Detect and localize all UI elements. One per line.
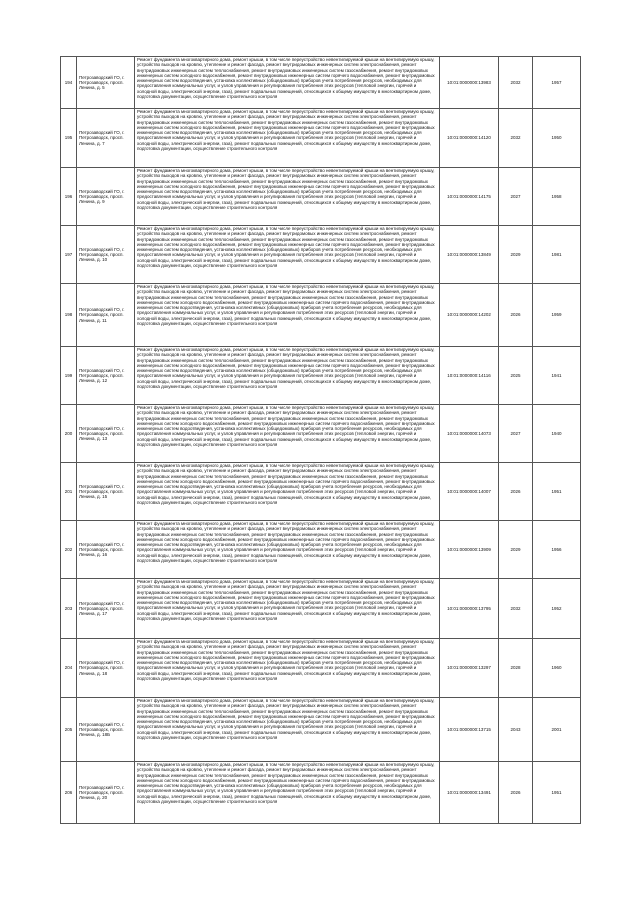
year-built-cell: 1951 [533,463,581,521]
planned-year-cell: 2043 [499,698,533,762]
cadastral-number-cell: 10:01:0000000:13715 [440,698,499,762]
row-number: 204 [61,639,77,698]
year-built-cell: 1958 [533,168,581,226]
table-row [61,109,581,168]
address-cell: Петрозаводский ГО, г. Петрозаводск, просп. Ленина, д. 10 [77,226,135,284]
table-row [61,521,581,579]
planned-year-cell: 2032 [499,579,533,639]
year-built-cell: 1951 [533,762,581,824]
year-built-cell: 1956 [533,521,581,579]
row-number: 205 [61,698,77,762]
year-built-cell: 1941 [533,347,581,405]
row-number: 206 [61,762,77,824]
year-built-cell: 1957 [533,57,581,109]
table-row [61,762,581,824]
planned-year-cell: 2029 [499,521,533,579]
cadastral-number-cell: 10:01:0000000:14116 [440,347,499,405]
address-cell: Петрозаводский ГО, г. Петрозаводск, просп. Ленина, д. 12 [77,347,135,405]
address-cell: Петрозаводский ГО, г. Петрозаводск, просп. Ленина, д. 20 [77,762,135,824]
address-cell: Петрозаводский ГО, г. Петрозаводск, просп. Ленина, д. 13 [77,405,135,463]
planned-year-cell: 2027 [499,405,533,463]
planned-year-cell: 2027 [499,168,533,226]
cadastral-number-cell: 10:01:0000000:13297 [440,639,499,698]
cadastral-number-cell: 10:01:0000000:14007 [440,463,499,521]
planned-year-cell: 2032 [499,109,533,168]
planned-year-cell: 2025 [499,347,533,405]
works-cell: Ремонт фундамента многоквартирного дома, ремонт крыши, в том числе переустройство невентилируемой крыши на вентилируемую крышу, устройство выходов на кровлю, утепление и ремонт фасада, ремонт внутридомовых инженерных систем электроснабжения, ремонт внутридомовых инженерных систем теплоснабжения, ремонт внутридомовых инженерных систем газоснабжения, ремонт внутридомовых инженерных систем холодного водоснабжения, ремонт внутридомовых инженерных систем горячего водоснабжения, ремонт внутридомовых инженерных систем водоотведения, установка коллективных (общедомовых) приборов учета потребления ресурсов, необходимых для предоставления коммунальных услуг, и узлов управления и регулирования потребления этих ресурсов (тепловой энергии, горячей и холодной воды, электрической энергии, газа), ремонт подвальных помещений, относящихся к общему имуществу в многоквартирном доме, подготовка документации, осуществление строительного контроля [135,284,440,347]
row-number: 196 [61,168,77,226]
planned-year-cell: 2029 [499,226,533,284]
row-number: 200 [61,405,77,463]
address-cell: Петрозаводский ГО, г. Петрозаводск, просп. Ленина, д. 11 [77,284,135,347]
address-cell: Петрозаводский ГО, г. Петрозаводск, просп. Ленина, д. 16 [77,521,135,579]
planned-year-cell: 2028 [499,639,533,698]
cadastral-number-cell: 10:01:0000000:14073 [440,405,499,463]
year-built-cell: 1981 [533,226,581,284]
table-row [61,57,581,109]
row-number: 203 [61,579,77,639]
table-row [61,347,581,405]
cadastral-number-cell: 10:01:0000000:14202 [440,284,499,347]
cadastral-number-cell: 10:01:0000000:14120 [440,109,499,168]
address-cell: Петрозаводский ГО, г. Петрозаводск, просп. Ленина, д. 18Б [77,698,135,762]
address-cell: Петрозаводский ГО, г. Петрозаводск, просп. Ленина, д. 5 [77,57,135,109]
year-built-cell: 1940 [533,405,581,463]
row-number: 197 [61,226,77,284]
address-cell: Петрозаводский ГО, г. Петрозаводск, просп. Ленина, д. 9 [77,168,135,226]
planned-year-cell: 2026 [499,762,533,824]
works-cell: Ремонт фундамента многоквартирного дома, ремонт крыши, в том числе переустройство невентилируемой крыши на вентилируемую крышу, устройство выходов на кровлю, утепление и ремонт фасада, ремонт внутридомовых инженерных систем электроснабжения, ремонт внутридомовых инженерных систем теплоснабжения, ремонт внутридомовых инженерных систем газоснабжения, ремонт внутридомовых инженерных систем холодного водоснабжения, ремонт внутридомовых инженерных систем горячего водоснабжения, ремонт внутридомовых инженерных систем водоотведения, установка коллективных (общедомовых) приборов учета потребления ресурсов, необходимых для предоставления коммунальных услуг, и узлов управления и регулирования потребления этих ресурсов (тепловой энергии, горячей и холодной воды, электрической энергии, газа), ремонт подвальных помещений, относящихся к общему имуществу в многоквартирном доме, подготовка документации, осуществление строительного контроля [135,463,440,521]
cadastral-number-cell: 10:01:0000000:13909 [440,521,499,579]
works-cell: Ремонт фундамента многоквартирного дома, ремонт крыши, в том числе переустройство невентилируемой крыши на вентилируемую крышу, устройство выходов на кровлю, утепление и ремонт фасада, ремонт внутридомовых инженерных систем электроснабжения, ремонт внутридомовых инженерных систем теплоснабжения, ремонт внутридомовых инженерных систем газоснабжения, ремонт внутридомовых инженерных систем холодного водоснабжения, ремонт внутридомовых инженерных систем горячего водоснабжения, ремонт внутридомовых инженерных систем водоотведения, установка коллективных (общедомовых) приборов учета потребления ресурсов, необходимых для предоставления коммунальных услуг, и узлов управления и регулирования потребления этих ресурсов (тепловой энергии, горячей и холодной воды, электрической энергии, газа), ремонт подвальных помещений, относящихся к общему имуществу в многоквартирном доме, подготовка документации, осуществление строительного контроля [135,347,440,405]
year-built-cell: 1959 [533,284,581,347]
table-row [61,639,581,698]
table-row [61,579,581,639]
year-built-cell: 1952 [533,579,581,639]
capital-repair-table [60,56,581,824]
table-body [61,57,581,824]
cadastral-number-cell: 10:01:0000000:13983 [440,57,499,109]
address-cell: Петрозаводский ГО, г. Петрозаводск, просп. Ленина, д. 17 [77,579,135,639]
year-built-cell: 1960 [533,639,581,698]
cadastral-number-cell: 10:01:0000000:13849 [440,226,499,284]
year-built-cell: 2001 [533,698,581,762]
works-cell: Ремонт фундамента многоквартирного дома, ремонт крыши, в том числе переустройство невентилируемой крыши на вентилируемую крышу, устройство выходов на кровлю, утепление и ремонт фасада, ремонт внутридомовых инженерных систем электроснабжения, ремонт внутридомовых инженерных систем теплоснабжения, ремонт внутридомовых инженерных систем газоснабжения, ремонт внутридомовых инженерных систем холодного водоснабжения, ремонт внутридомовых инженерных систем горячего водоснабжения, ремонт внутридомовых инженерных систем водоотведения, установка коллективных (общедомовых) приборов учета потребления ресурсов, необходимых для предоставления коммунальных услуг, и узлов управления и регулирования потребления этих ресурсов (тепловой энергии, горячей и холодной воды, электрической энергии, газа), ремонт подвальных помещений, относящихся к общему имуществу в многоквартирном доме, подготовка документации, осуществление строительного контроля [135,57,440,109]
row-number: 199 [61,347,77,405]
row-number: 194 [61,57,77,109]
table-row [61,168,581,226]
works-cell: Ремонт фундамента многоквартирного дома, ремонт крыши, в том числе переустройство невентилируемой крыши на вентилируемую крышу, устройство выходов на кровлю, утепление и ремонт фасада, ремонт внутридомовых инженерных систем электроснабжения, ремонт внутридомовых инженерных систем теплоснабжения, ремонт внутридомовых инженерных систем газоснабжения, ремонт внутридомовых инженерных систем холодного водоснабжения, ремонт внутридомовых инженерных систем горячего водоснабжения, ремонт внутридомовых инженерных систем водоотведения, установка коллективных (общедомовых) приборов учета потребления ресурсов, необходимых для предоставления коммунальных услуг, и узлов управления и регулирования потребления этих ресурсов (тепловой энергии, горячей и холодной воды, электрической энергии, газа), ремонт подвальных помещений, относящихся к общему имуществу в многоквартирном доме, подготовка документации, осуществление строительного контроля [135,698,440,762]
works-cell: Ремонт фундамента многоквартирного дома, ремонт крыши, в том числе переустройство невентилируемой крыши на вентилируемую крышу, устройство выходов на кровлю, утепление и ремонт фасада, ремонт внутридомовых инженерных систем электроснабжения, ремонт внутридомовых инженерных систем теплоснабжения, ремонт внутридомовых инженерных систем газоснабжения, ремонт внутридомовых инженерных систем холодного водоснабжения, ремонт внутридомовых инженерных систем горячего водоснабжения, ремонт внутридомовых инженерных систем водоотведения, установка коллективных (общедомовых) приборов учета потребления ресурсов, необходимых для предоставления коммунальных услуг, и узлов управления и регулирования потребления этих ресурсов (тепловой энергии, горячей и холодной воды, электрической энергии, газа), ремонт подвальных помещений, относящихся к общему имуществу в многоквартирном доме, подготовка документации, осуществление строительного контроля [135,168,440,226]
works-cell: Ремонт фундамента многоквартирного дома, ремонт крыши, в том числе переустройство невентилируемой крыши на вентилируемую крышу, устройство выходов на кровлю, утепление и ремонт фасада, ремонт внутридомовых инженерных систем электроснабжения, ремонт внутридомовых инженерных систем теплоснабжения, ремонт внутридомовых инженерных систем газоснабжения, ремонт внутридомовых инженерных систем холодного водоснабжения, ремонт внутридомовых инженерных систем горячего водоснабжения, ремонт внутридомовых инженерных систем водоотведения, установка коллективных (общедомовых) приборов учета потребления ресурсов, необходимых для предоставления коммунальных услуг, и узлов управления и регулирования потребления этих ресурсов (тепловой энергии, горячей и холодной воды, электрической энергии, газа), ремонт подвальных помещений, относящихся к общему имуществу в многоквартирном доме, подготовка документации, осуществление строительного контроля [135,521,440,579]
cadastral-number-cell: 10:01:0000000:13491 [440,762,499,824]
table-row [61,284,581,347]
planned-year-cell: 2032 [499,57,533,109]
cadastral-number-cell: 10:01:0000000:14175 [440,168,499,226]
row-number: 195 [61,109,77,168]
address-cell: Петрозаводский ГО, г. Петрозаводск, просп. Ленина, д. 15 [77,463,135,521]
cadastral-number-cell: 10:01:0000000:13795 [440,579,499,639]
works-cell: Ремонт фундамента многоквартирного дома, ремонт крыши, в том числе переустройство невентилируемой крыши на вентилируемую крышу, устройство выходов на кровлю, утепление и ремонт фасада, ремонт внутридомовых инженерных систем электроснабжения, ремонт внутридомовых инженерных систем теплоснабжения, ремонт внутридомовых инженерных систем газоснабжения, ремонт внутридомовых инженерных систем холодного водоснабжения, ремонт внутридомовых инженерных систем горячего водоснабжения, ремонт внутридомовых инженерных систем водоотведения, установка коллективных (общедомовых) приборов учета потребления ресурсов, необходимых для предоставления коммунальных услуг, и узлов управления и регулирования потребления этих ресурсов (тепловой энергии, горячей и холодной воды, электрической энергии, газа), ремонт подвальных помещений, относящихся к общему имуществу в многоквартирном доме, подготовка документации, осуществление строительного контроля [135,109,440,168]
row-number: 202 [61,521,77,579]
row-number: 201 [61,463,77,521]
year-built-cell: 1950 [533,109,581,168]
planned-year-cell: 2026 [499,463,533,521]
address-cell: Петрозаводский ГО, г. Петрозаводск, просп. Ленина, д. 18 [77,639,135,698]
works-cell: Ремонт фундамента многоквартирного дома, ремонт крыши, в том числе переустройство невентилируемой крыши на вентилируемую крышу, устройство выходов на кровлю, утепление и ремонт фасада, ремонт внутридомовых инженерных систем электроснабжения, ремонт внутридомовых инженерных систем теплоснабжения, ремонт внутридомовых инженерных систем газоснабжения, ремонт внутридомовых инженерных систем холодного водоснабжения, ремонт внутридомовых инженерных систем горячего водоснабжения, ремонт внутридомовых инженерных систем водоотведения, установка коллективных (общедомовых) приборов учета потребления ресурсов, необходимых для предоставления коммунальных услуг, и узлов управления и регулирования потребления этих ресурсов (тепловой энергии, горячей и холодной воды, электрической энергии, газа), ремонт подвальных помещений, относящихся к общему имуществу в многоквартирном доме, подготовка документации, осуществление строительного контроля [135,639,440,698]
table-row [61,698,581,762]
works-cell: Ремонт фундамента многоквартирного дома, ремонт крыши, в том числе переустройство невентилируемой крыши на вентилируемую крышу, устройство выходов на кровлю, утепление и ремонт фасада, ремонт внутридомовых инженерных систем электроснабжения, ремонт внутридомовых инженерных систем теплоснабжения, ремонт внутридомовых инженерных систем газоснабжения, ремонт внутридомовых инженерных систем холодного водоснабжения, ремонт внутридомовых инженерных систем горячего водоснабжения, ремонт внутридомовых инженерных систем водоотведения, установка коллективных (общедомовых) приборов учета потребления ресурсов, необходимых для предоставления коммунальных услуг, и узлов управления и регулирования потребления этих ресурсов (тепловой энергии, горячей и холодной воды, электрической энергии, газа), ремонт подвальных помещений, относящихся к общему имуществу в многоквартирном доме, подготовка документации, осуществление строительного контроля [135,579,440,639]
works-cell: Ремонт фундамента многоквартирного дома, ремонт крыши, в том числе переустройство невентилируемой крыши на вентилируемую крышу, устройство выходов на кровлю, утепление и ремонт фасада, ремонт внутридомовых инженерных систем электроснабжения, ремонт внутридомовых инженерных систем теплоснабжения, ремонт внутридомовых инженерных систем газоснабжения, ремонт внутридомовых инженерных систем холодного водоснабжения, ремонт внутридомовых инженерных систем горячего водоснабжения, ремонт внутридомовых инженерных систем водоотведения, установка коллективных (общедомовых) приборов учета потребления ресурсов, необходимых для предоставления коммунальных услуг, и узлов управления и регулирования потребления этих ресурсов (тепловой энергии, горячей и холодной воды, электрической энергии, газа), ремонт подвальных помещений, относящихся к общему имуществу в многоквартирном доме, подготовка документации, осуществление строительного контроля [135,762,440,824]
planned-year-cell: 2026 [499,284,533,347]
works-cell: Ремонт фундамента многоквартирного дома, ремонт крыши, в том числе переустройство невентилируемой крыши на вентилируемую крышу, устройство выходов на кровлю, утепление и ремонт фасада, ремонт внутридомовых инженерных систем электроснабжения, ремонт внутридомовых инженерных систем теплоснабжения, ремонт внутридомовых инженерных систем газоснабжения, ремонт внутридомовых инженерных систем холодного водоснабжения, ремонт внутридомовых инженерных систем горячего водоснабжения, ремонт внутридомовых инженерных систем водоотведения, установка коллективных (общедомовых) приборов учета потребления ресурсов, необходимых для предоставления коммунальных услуг, и узлов управления и регулирования потребления этих ресурсов (тепловой энергии, горячей и холодной воды, электрической энергии, газа), ремонт подвальных помещений, относящихся к общему имуществу в многоквартирном доме, подготовка документации, осуществление строительного контроля [135,226,440,284]
table-row [61,226,581,284]
row-number: 198 [61,284,77,347]
table-row [61,463,581,521]
table-row [61,405,581,463]
works-cell: Ремонт фундамента многоквартирного дома, ремонт крыши, в том числе переустройство невентилируемой крыши на вентилируемую крышу, устройство выходов на кровлю, утепление и ремонт фасада, ремонт внутридомовых инженерных систем электроснабжения, ремонт внутридомовых инженерных систем теплоснабжения, ремонт внутридомовых инженерных систем газоснабжения, ремонт внутридомовых инженерных систем холодного водоснабжения, ремонт внутридомовых инженерных систем горячего водоснабжения, ремонт внутридомовых инженерных систем водоотведения, установка коллективных (общедомовых) приборов учета потребления ресурсов, необходимых для предоставления коммунальных услуг, и узлов управления и регулирования потребления этих ресурсов (тепловой энергии, горячей и холодной воды, электрической энергии, газа), ремонт подвальных помещений, относящихся к общему имуществу в многоквартирном доме, подготовка документации, осуществление строительного контроля [135,405,440,463]
address-cell: Петрозаводский ГО, г. Петрозаводск, просп. Ленина, д. 7 [77,109,135,168]
